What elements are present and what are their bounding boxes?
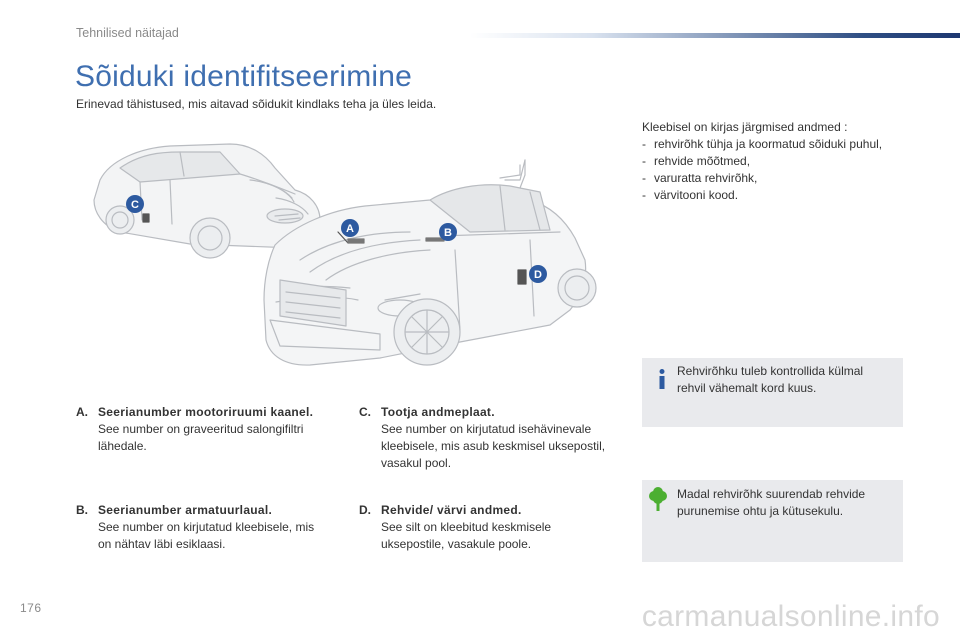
marker-d bbox=[529, 265, 547, 283]
item-b-heading: Seerianumber armatuurlaual. bbox=[98, 503, 273, 517]
list-item: - värvitooni kood. bbox=[642, 188, 739, 202]
list-item: - rehvirõhk tühja ja koormatud sõiduki puhul, bbox=[642, 137, 883, 151]
intro-text: Erinevad tähistused, mis aitavad sõidukit kindlaks teha ja üles leida. bbox=[76, 97, 437, 111]
front-car-drawing bbox=[264, 160, 596, 365]
item-c-heading: Tootja andmeplaat. bbox=[381, 405, 495, 419]
item-c-line: kleebisele, mis asub keskmisel uksepostil, bbox=[381, 439, 606, 453]
header-accent-bar bbox=[470, 33, 960, 38]
info-note bbox=[642, 358, 903, 427]
svg-text:A: A bbox=[346, 223, 354, 235]
tree-icon bbox=[648, 487, 668, 511]
eco-note-line: Madal rehvirõhk suurendab rehvide bbox=[677, 487, 866, 501]
item-d-line: uksepostile, vasakule poole. bbox=[381, 537, 532, 551]
page-title: Sõiduki identifitseerimine bbox=[75, 60, 413, 93]
item-a-heading: Seerianumber mootoriruumi kaanel. bbox=[98, 405, 314, 419]
sticker-info-lead: Kleebisel on kirjas järgmised andmed : bbox=[642, 120, 848, 134]
svg-text:C: C bbox=[131, 199, 139, 211]
marker-a bbox=[341, 219, 359, 237]
item-d-heading: Rehvide/ värvi andmed. bbox=[381, 503, 522, 517]
list-item: - rehvide mõõtmed, bbox=[642, 154, 751, 168]
page-number: 176 bbox=[20, 601, 42, 615]
marker-c bbox=[126, 195, 144, 213]
marker-b bbox=[439, 223, 457, 241]
eco-note-line: purunemise ohtu ja kütusekulu. bbox=[677, 504, 844, 518]
svg-text:D: D bbox=[534, 269, 542, 281]
eco-note bbox=[642, 480, 903, 562]
item-d: D. Rehvide/ värvi andmed. See silt on kleebitud keskmisele uksepostile, vasakule poole. bbox=[359, 502, 629, 553]
svg-text:B: B bbox=[444, 227, 452, 239]
item-a: A. Seerianumber mootoriruumi kaanel. See number on graveeritud salongifiltri lähedale. bbox=[76, 404, 326, 455]
info-icon bbox=[656, 368, 668, 390]
item-a-line: lähedale. bbox=[98, 439, 147, 453]
item-d-line: See silt on kleebitud keskmisele bbox=[381, 520, 552, 534]
item-c-line: See number on kirjutatud isehävinevale bbox=[381, 422, 592, 436]
list-item: - varuratta rehvirõhk, bbox=[642, 171, 758, 185]
info-note-line: Rehvirõhku tuleb kontrollida külmal bbox=[677, 364, 864, 378]
item-c: C. Tootja andmeplaat. See number on kirjutatud isehävinevale kleebisele, mis asub keskmisel uksepostil, vasakul pool. bbox=[359, 404, 629, 472]
sticker-info bbox=[642, 119, 922, 204]
item-b-line: See number on kirjutatud kleebisele, mis bbox=[98, 520, 315, 534]
item-a-line: See number on graveeritud salongifiltri bbox=[98, 422, 304, 436]
item-b-line: on nähtav läbi esiklaasi. bbox=[98, 537, 226, 551]
car-illustration bbox=[80, 120, 620, 390]
watermark: carmanualsonline.info bbox=[641, 600, 940, 633]
item-b: B. Seerianumber armatuurlaual. See number on kirjutatud kleebisele, mis on nähtav läbi esiklaasi. bbox=[76, 502, 336, 553]
info-note-line: rehvil vähemalt kord kuus. bbox=[677, 381, 817, 395]
section-label: Tehnilised näitajad bbox=[76, 26, 179, 40]
item-c-line: vasakul pool. bbox=[381, 456, 452, 470]
sticker-info-list bbox=[642, 136, 922, 204]
